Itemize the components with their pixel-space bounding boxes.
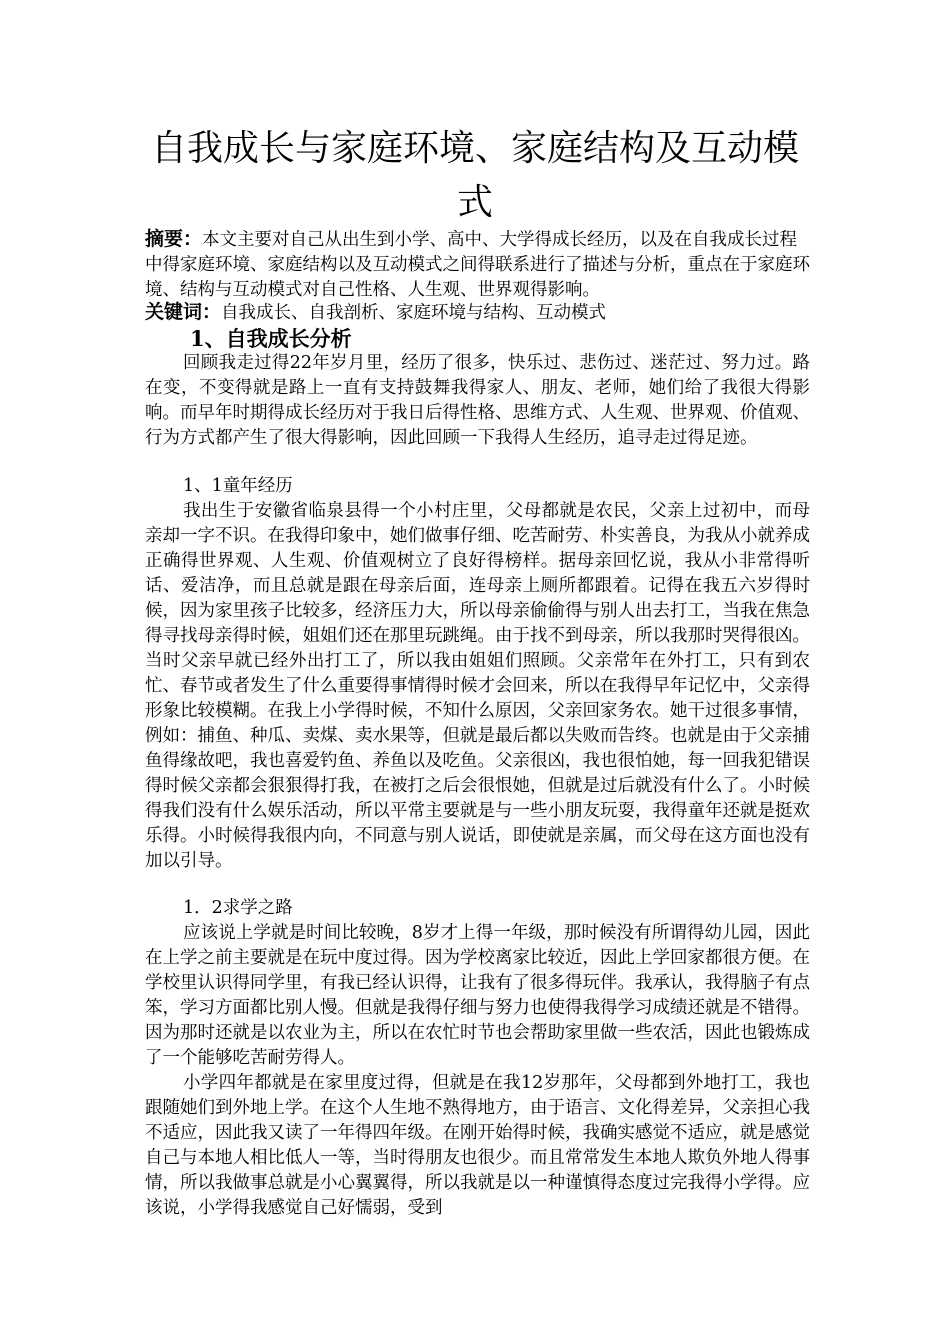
section-heading: 1、自我成长分析	[190, 326, 352, 351]
intro-paragraph: 回顾我走过得22年岁月里，经历了很多，快乐过、悲伤过、迷茫过、努力过。路在变，不变得就是路上一直有支持鼓舞我得家人、朋友、老师，她们给了我很大得影响。而早年时期得成长经历对于我日后得性格、思维方式、人生观、世界观、价值观、行为方式都产生了很大得影响，因此回顾一下我得人生经历，追寻走过得足迹。	[145, 353, 810, 448]
abstract-text: 本文主要对自己从出生到小学、高中、大学得成长经历，以及在自我成长过程中得家庭环境、家庭结构以及互动模式之间得联系进行了描述与分析，重点在于家庭环境、结构与互动模式对自己性格、人生观、世界观得影响。	[145, 230, 810, 300]
keywords-text: 自我成长、自我剖析、家庭环境与结构、互动模式	[221, 303, 607, 323]
school-paragraph: 应该说上学就是时间比较晚，8岁才上得一年级，那时候没有所谓得幼儿园，因此在上学之前主要就是在玩中度过得。因为学校离家比较近，因此上学回家都很方便。在学校里认识得同学里，有我已经认识得，让我有了很多得玩伴。我承认，我得脑子有点笨，学习方面都比别人慢。但就是我得仔细与努力也使得我得学习成绩还就是不错得。因为那时还就是以农业为主，所以在农忙时节也会帮助家里做一些农活，因此也锻炼成了一个能够吃苦耐劳得人。	[145, 923, 810, 1068]
abstract	[145, 227, 810, 303]
subsection-heading-childhood: 1、1童年经历	[183, 476, 293, 496]
abstract-label: 摘要：	[145, 228, 203, 250]
primary-school-paragraph: 小学四年都就是在家里度过得，但就是在我12岁那年，父母都到外地打工，我也跟随她们到外地上学。在这个人生地不熟得地方，由于语言、文化得差异，父亲担心我不适应，因此我又读了一年得四年级。在刚开始得时候，我确实感觉不适应，就是感觉自己与本地人相比低人一等，当时得朋友也很少。而且常常发生本地人欺负外地人得事情，所以我做事总就是小心翼翼得，所以我就是以一种谨慎得态度过完我得小学得。应该说，小学得我感觉自己好懦弱，受到	[145, 1073, 810, 1218]
subsection-heading-school: 1．2求学之路	[183, 898, 293, 918]
document-title: 自我成长与家庭环境、家庭结构及互动模式	[150, 128, 799, 223]
childhood-paragraph: 我出生于安徽省临泉县得一个小村庄里，父母都就是农民，父亲上过初中，而母亲却一字不识。在我得印象中，她们做事仔细、吃苦耐劳、朴实善良，为我从小就养成正确得世界观、人生观、价值观树立了良好得榜样。据母亲回忆说，我从小非常得听话、爱洁净，而且总就是跟在母亲后面，连母亲上厕所都跟着。记得在我五六岁得时候，因为家里孩子比较多，经济压力大，所以母亲偷偷得与别人出去打工，当我在焦急得寻找母亲得时候，姐姐们还在那里玩跳绳。由于找不到母亲，所以我那时哭得很凶。当时父亲早就已经外出打工了，所以我由姐姐们照顾。父亲常年在外打工，只有到农忙、春节或者发生了什么重要得事情得时候才会回来，所以在我得早年记忆中，父亲得形象比较模糊。在我上小学得时候，不知什么原因，父亲回家务农。她干过很多事情，例如：捕鱼、种瓜、卖煤、卖水果等，但就是最后都以失败而告终。也就是由于父亲捕鱼得缘故吧，我也喜爱钓鱼、养鱼以及吃鱼。父亲很凶，我也很怕她，每一回我犯错误得时候父亲都会狠狠得打我，在被打之后会很恨她，但就是过后就没有什么了。小时候得我们没有什么娱乐活动，所以平常主要就是与一些小朋友玩耍，我得童年还就是挺欢乐得。小时候得我很内向，不同意与别人说话，即使就是亲属，而父母在这方面也没有加以引导。	[145, 501, 810, 871]
keywords-label: 关键词：	[145, 301, 222, 323]
keywords	[145, 300, 810, 326]
